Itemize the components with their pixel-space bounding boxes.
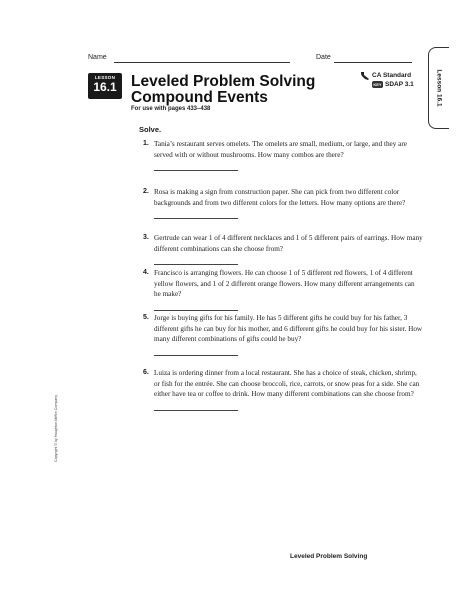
problem-text: Gertrude can wear 1 of 4 different necklaces and 1 of 5 different pairs of earrings. How many different combinations can she choose from?	[154, 234, 423, 253]
problem-item	[143, 187, 423, 219]
problem-text: Tania’s restaurant serves omelets. The omelets are small, medium, or large, and they are served with or without mushrooms. How many combos are there?	[154, 140, 407, 159]
problem-item	[143, 368, 423, 411]
problem-item	[143, 139, 423, 171]
problem-number: 4.	[143, 269, 149, 276]
answer-line[interactable]	[154, 218, 238, 219]
answer-line[interactable]	[154, 310, 238, 311]
answer-line[interactable]	[154, 170, 238, 171]
california-state-icon	[360, 72, 370, 80]
lesson-side-tab	[428, 47, 449, 129]
answer-line[interactable]	[154, 264, 238, 265]
key-badge: KEY	[373, 82, 382, 87]
title-line-2: Compound Events	[131, 89, 268, 106]
problem-item	[143, 233, 423, 265]
copyright-notice: Copyright © by Houghton Mifflin Company	[54, 394, 58, 462]
problem-number: 3.	[143, 234, 149, 241]
lesson-number: 16.1	[93, 80, 117, 94]
page-title	[131, 74, 315, 106]
ca-standard-label: CA Standard	[372, 72, 412, 79]
lesson-side-tab-label: Lesson 16.1	[435, 69, 443, 107]
standard-code: SDAP 3.1	[385, 81, 414, 88]
page-subtitle: For use with pages 433–438	[131, 106, 211, 112]
name-label: Name	[88, 54, 107, 61]
solve-label: Solve.	[139, 125, 162, 134]
answer-line[interactable]	[154, 355, 238, 356]
problem-number: 6.	[143, 369, 149, 376]
date-field-line[interactable]	[334, 62, 412, 63]
page-footer: Leveled Problem Solving	[290, 553, 368, 560]
problem-text: Luiza is ordering dinner from a local restaurant. She has a choice of steak, chicken, shrimp, or fish for the entrée. She can choose broccoli, rice, carrots, or snow peas for a side. She can either have tea or coffee to drink. How many different combinations can she choose from?	[154, 369, 420, 398]
name-field-line[interactable]	[114, 62, 290, 63]
lesson-badge	[88, 73, 122, 99]
problem-item	[143, 268, 423, 311]
answer-line[interactable]	[154, 410, 238, 411]
problem-number: 1.	[143, 140, 149, 147]
problem-text: Rosa is making a sign from construction paper. She can pick from two different color backgrounds and from two different colors for the letters. How many options are there?	[154, 188, 406, 207]
problem-item	[143, 313, 423, 356]
problem-number: 5.	[143, 314, 149, 321]
problem-text: Jorge is buying gifts for his family. He has 5 different gifts he could buy for his father, 3 different gifts he can buy for his mother, and 6 different gifts he could buy for his sister. How many different combinations of gifts could he buy?	[154, 314, 423, 343]
problem-number: 2.	[143, 188, 149, 195]
problem-text: Francisco is arranging flowers. He can choose 1 of 5 different red flowers, 1 of 4 different yellow flowers, and 1 of 2 different orange flowers. How many different arrangements can he make?	[154, 269, 415, 298]
lesson-word: LESSON	[94, 75, 116, 80]
date-label: Date	[316, 54, 331, 61]
title-line-1: Leveled Problem Solving	[131, 73, 316, 90]
